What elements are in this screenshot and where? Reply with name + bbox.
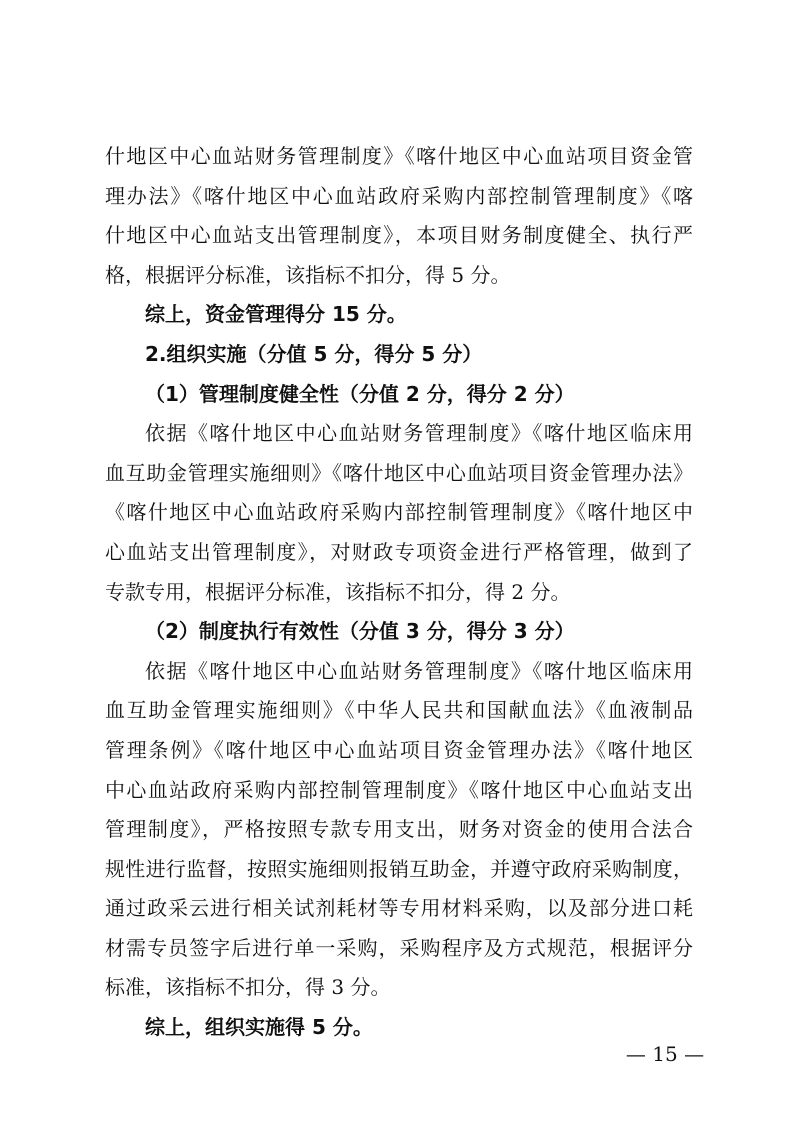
summary-organization: 综上，组织实施得 5 分。 <box>145 1015 373 1040</box>
paragraph-line: 中心血站政府采购内部控制管理制度》《喀什地区中心血站支出 <box>105 777 693 802</box>
paragraph-line: 管理条例》《喀什地区中心血站项目资金管理办法》《喀什地区 <box>105 737 693 762</box>
paragraph-line: 格，根据评分标准，该指标不扣分，得 5 分。 <box>105 262 511 287</box>
paragraph-line: 心血站支出管理制度》，对财政专项资金进行严格管理，做到了 <box>105 539 693 564</box>
paragraph-line: 什地区中心血站支出管理制度》，本项目财务制度健全、执行严 <box>105 223 693 248</box>
subheading-management-system: （1）管理制度健全性（分值 2 分，得分 2 分） <box>145 381 575 406</box>
paragraph-line: 通过政采云进行相关试剂耗材等专用材料采购，以及部分进口耗 <box>105 896 693 921</box>
paragraph-line: 管理制度》，严格按照专款专用支出，财务对资金的使用合法合 <box>105 817 693 842</box>
section-heading-organization: 2.组织实施（分值 5 分，得分 5 分） <box>145 341 483 366</box>
paragraph-line: 依据《喀什地区中心血站财务管理制度》《喀什地区临床用 <box>145 421 693 446</box>
paragraph-line: 什地区中心血站财务管理制度》《喀什地区中心血站项目资金管 <box>105 144 693 168</box>
paragraph-line: 材需专员签字后进行单一采购，采购程序及方式规范，根据评分 <box>105 935 693 960</box>
paragraph-line: 《喀什地区中心血站政府采购内部控制管理制度》《喀什地区中 <box>105 500 693 525</box>
paragraph-line: 理办法》《喀什地区中心血站政府采购内部控制管理制度》《喀 <box>105 183 693 208</box>
subheading-system-execution: （2）制度执行有效性（分值 3 分，得分 3 分） <box>145 619 575 644</box>
paragraph-line: 专款专用，根据评分标准，该指标不扣分，得 2 分。 <box>105 579 571 604</box>
paragraph-line: 依据《喀什地区中心血站财务管理制度》《喀什地区临床用 <box>145 658 693 683</box>
paragraph-line: 规性进行监督，按照实施细则报销互助金，并遵守政府采购制度， <box>105 856 693 881</box>
page-body <box>105 137 693 1048</box>
page-number: — 15 — <box>625 1042 705 1066</box>
paragraph-line: 血互助金管理实施细则》《中华人民共和国献血法》《血液制品 <box>105 698 693 723</box>
paragraph-line: 标准，该指标不扣分，得 3 分。 <box>105 975 391 1000</box>
paragraph-line: 血互助金管理实施细则》《喀什地区中心血站项目资金管理办法》 <box>105 460 693 485</box>
summary-funds-management: 综上，资金管理得分 15 分。 <box>145 302 407 327</box>
